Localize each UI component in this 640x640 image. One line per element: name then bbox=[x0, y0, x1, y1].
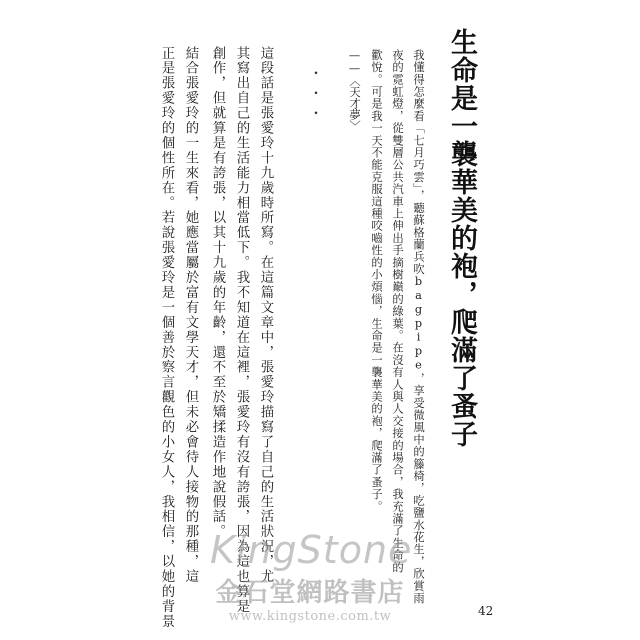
watermark-store-name: 金石堂網路書店 bbox=[215, 578, 405, 608]
quote-attribution bbox=[346, 49, 362, 132]
body-line-5: 正是張愛玲的個性所在。若說張愛玲是一個善於察言觀色的小女人，我相信，以她的背景 bbox=[159, 46, 174, 630]
chapter-title: 生命是一襲華美的袍，爬滿了蚤子 bbox=[446, 28, 477, 448]
quote-line-1: 我懂得怎麼看「七月巧雲」，聽蘇格蘭兵吹bagpipe，享受微風中的籐椅，吃鹽水花生，欣賞雨 bbox=[412, 49, 425, 605]
body-line-3: 創作，但就算是有誇張，以其十九歲的年齡，還不至於矯揉造作地說假話。 bbox=[210, 46, 225, 540]
body-line-1: 這段話是張愛玲十九歲時所寫。在這篇文章中，張愛玲描寫了自己的生活狀況，尤 bbox=[258, 46, 273, 585]
attribution-dash: —— bbox=[348, 49, 361, 75]
page-number: 42 bbox=[478, 604, 494, 618]
quote-line-3: 歡悅。可是我一天不能克服這種咬嚙性的小煩惱，生命是一襲華美的袍，爬滿了蚤子。 bbox=[370, 49, 383, 513]
watermark-url: www.kingstone.com.tw bbox=[228, 609, 392, 624]
body-line-4: 結合張愛玲的一生來看，她應當屬於富有文學天才，但未必會待人接物的那種，這 bbox=[183, 46, 198, 585]
quote-line-2: 夜的霓虹燈，從雙層公共汽車上伸出手摘樹巔的綠葉。在沒有人與人交接的場合，我充滿了生命的 bbox=[391, 49, 404, 574]
body-line-2: 其寫出自己的生活能力相當低下。我不知道在這裡，張愛玲有沒有誇張，因為這也算是 bbox=[234, 46, 249, 615]
attribution-source: 〈天才夢〉 bbox=[348, 75, 361, 132]
section-ellipsis: ・・・ bbox=[307, 66, 323, 126]
watermark-logo: KingStone bbox=[210, 528, 413, 572]
